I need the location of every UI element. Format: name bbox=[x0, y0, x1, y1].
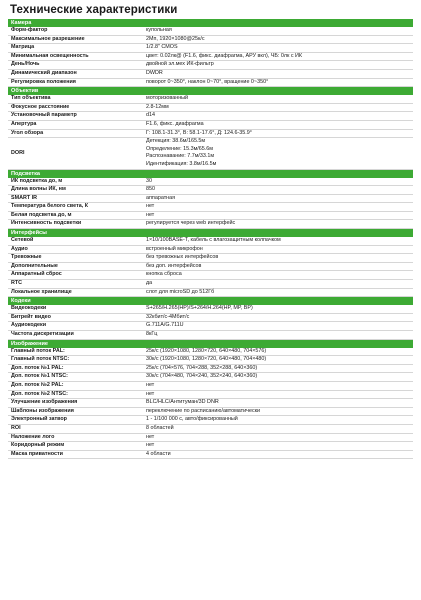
spec-row bbox=[8, 36, 413, 45]
spec-row bbox=[8, 254, 413, 263]
spec-value: поворот 0~350°, наклон 0~70°, вращение 0~350° bbox=[146, 78, 269, 85]
spec-row bbox=[8, 61, 413, 70]
spec-row bbox=[8, 280, 413, 289]
spec-label: Доп. поток №2 NTSC: bbox=[11, 390, 68, 397]
spec-label: Улучшение изображения bbox=[11, 399, 78, 406]
spec-value: 8кГц bbox=[146, 331, 158, 337]
spec-value: нет bbox=[146, 442, 155, 449]
spec-label: Интенсивность подсветки bbox=[11, 220, 82, 227]
spec-label: Регулировка положения bbox=[11, 78, 76, 85]
spec-row bbox=[8, 112, 413, 121]
spec-label: Доп. поток №2 PAL: bbox=[11, 381, 64, 388]
spec-label: Температура белого света, К bbox=[11, 203, 89, 210]
spec-row bbox=[8, 237, 413, 246]
spec-label: Тип объектива bbox=[11, 95, 51, 102]
spec-label: Белая подсветка до, м bbox=[11, 211, 72, 218]
spec-label: Доп. поток №1 NTSC: bbox=[11, 373, 68, 380]
spec-row bbox=[8, 138, 413, 169]
spec-row bbox=[8, 305, 413, 314]
spec-label: DORI bbox=[11, 149, 25, 156]
spec-label: Частота дискретизации bbox=[11, 331, 74, 337]
spec-value: DWDR bbox=[146, 69, 163, 76]
spec-label: Аппаратный сброс bbox=[11, 271, 62, 278]
spec-row bbox=[8, 382, 413, 391]
spec-value: 30 bbox=[146, 177, 152, 184]
spec-row bbox=[8, 331, 413, 340]
spec-label: Наложение лого bbox=[11, 433, 55, 440]
spec-value: регулируется через web интерфейс bbox=[146, 220, 236, 227]
spec-value: 4 области bbox=[146, 450, 171, 457]
spec-value: переключение по расписанию/автоматически bbox=[146, 407, 261, 414]
section-header: Интерфейсы bbox=[8, 229, 413, 237]
spec-value: цвет: 0.02лк@ (F1.6, фикс. диафрагма, АРУ вкл), ЧБ: 0лк с ИК bbox=[146, 52, 303, 59]
spec-value: слот для microSD до 512Гб bbox=[146, 288, 215, 295]
spec-label: Локальное хранилище bbox=[11, 288, 72, 295]
page-title: Технические характеристики bbox=[10, 4, 178, 16]
spec-value: моторизованный bbox=[146, 95, 189, 102]
spec-label: Маска приватности bbox=[11, 450, 63, 457]
spec-row bbox=[8, 356, 413, 365]
spec-label: День/Ночь bbox=[11, 61, 40, 68]
spec-value: G.711A/G.711U bbox=[146, 322, 184, 329]
spec-row bbox=[8, 365, 413, 374]
spec-row bbox=[8, 451, 413, 460]
spec-value: 2Мп, 1920×1080@25к/с bbox=[146, 35, 205, 42]
spec-value: нет bbox=[146, 211, 155, 218]
spec-label: Длина волны ИК, нм bbox=[11, 186, 66, 193]
spec-row bbox=[8, 44, 413, 53]
spec-label: Аудио bbox=[11, 245, 28, 252]
spec-value: Детекция: 38.6м/165.5м Определение: 15.3м/65.6м Распознавание: 7.7м/33.1м Идентификация: 3.8м/16.5м bbox=[146, 138, 217, 167]
spec-row bbox=[8, 391, 413, 400]
spec-label: Доп. поток №1 PAL: bbox=[11, 364, 64, 371]
spec-value: 25к/с (704×576, 704×288, 352×288, 640×360) bbox=[146, 364, 258, 371]
spec-table bbox=[8, 19, 413, 459]
spec-row bbox=[8, 442, 413, 451]
spec-row bbox=[8, 322, 413, 331]
spec-value: нет bbox=[146, 381, 155, 388]
spec-value: без тревожных интерфейсов bbox=[146, 254, 219, 261]
spec-value: без доп. интерфейсов bbox=[146, 262, 202, 269]
spec-row bbox=[8, 178, 413, 187]
spec-value: 30к/с (1920×1080, 1280×720, 640×480, 704×480) bbox=[146, 356, 267, 363]
spec-row bbox=[8, 121, 413, 130]
spec-row bbox=[8, 263, 413, 272]
spec-row bbox=[8, 195, 413, 204]
section-header: Кодеки bbox=[8, 297, 413, 305]
spec-label: SMART IR bbox=[11, 194, 38, 201]
spec-row bbox=[8, 271, 413, 280]
spec-row bbox=[8, 314, 413, 323]
section-header: Подсветка bbox=[8, 170, 413, 178]
spec-label: Видеокодеки bbox=[11, 305, 47, 312]
spec-row bbox=[8, 95, 413, 104]
section-header: Объектив bbox=[8, 87, 413, 95]
spec-label: Коридорный режим bbox=[11, 442, 65, 449]
spec-row bbox=[8, 27, 413, 36]
spec-value: S+265/H.265(HP)/S+264/H.264(HP, MP, BP) bbox=[146, 305, 253, 312]
spec-label: Аудиокодеки bbox=[11, 322, 47, 329]
spec-value: двойной эл.мех ИК-фильтр bbox=[146, 61, 214, 68]
spec-value: встроенный микрофон bbox=[146, 245, 203, 252]
spec-row bbox=[8, 203, 413, 212]
spec-label: Дополнительные bbox=[11, 262, 58, 269]
spec-label: Матрица bbox=[11, 44, 35, 51]
spec-value: 8 областей bbox=[146, 424, 174, 431]
spec-label: Динамический диапазон bbox=[11, 69, 77, 76]
spec-label: Фокусное расстояние bbox=[11, 103, 70, 110]
spec-value: 32кбит/с-4Мбит/с bbox=[146, 313, 190, 320]
spec-value: кнопка сброса bbox=[146, 271, 182, 278]
spec-label: Угол обзора bbox=[11, 129, 44, 136]
spec-value: 30к/с (704×480, 704×240, 352×240, 640×360) bbox=[146, 373, 258, 380]
spec-label: Тревожные bbox=[11, 254, 42, 261]
spec-label: Сетевой bbox=[11, 237, 34, 244]
spec-label: Главный поток PAL: bbox=[11, 347, 65, 354]
spec-row bbox=[8, 425, 413, 434]
spec-value: BLC/HLC/Антитуман/3D DNR bbox=[146, 399, 219, 406]
spec-row bbox=[8, 70, 413, 79]
spec-label: Минимальная освещенность bbox=[11, 52, 89, 59]
spec-value: да bbox=[146, 280, 153, 287]
spec-label: Максимальное разрешение bbox=[11, 35, 85, 42]
section-header: Камера bbox=[8, 19, 413, 27]
spec-row bbox=[8, 186, 413, 195]
spec-row bbox=[8, 373, 413, 382]
spec-label: Шаблоны изображения bbox=[11, 407, 74, 414]
spec-value: нет bbox=[146, 433, 155, 440]
spec-row bbox=[8, 79, 413, 88]
spec-value: купольная bbox=[146, 27, 172, 33]
spec-value: аппаратная bbox=[146, 194, 176, 201]
spec-label: Форм-фактор bbox=[11, 27, 48, 33]
spec-value: 1×10/100BASE-T, кабель с влагозащитным колпачком bbox=[146, 237, 281, 244]
spec-value: 1 - 1/100 000 с, авто/фиксированный bbox=[146, 416, 238, 423]
spec-value: 25к/с (1920×1080, 1280×720, 640×480, 704×576) bbox=[146, 347, 267, 354]
spec-value: 850 bbox=[146, 186, 155, 193]
spec-value: 1/2.8" CMOS bbox=[146, 44, 178, 51]
spec-value: 2.8-12мм bbox=[146, 103, 169, 110]
spec-row bbox=[8, 348, 413, 357]
spec-value: нет bbox=[146, 203, 155, 210]
spec-value: нет bbox=[146, 390, 155, 397]
spec-value: Г: 108.1-31.3°, В: 58.1-17.6°, Д: 124.6-35.9° bbox=[146, 129, 252, 136]
spec-row bbox=[8, 130, 413, 139]
spec-label: ROI bbox=[11, 424, 21, 431]
spec-row bbox=[8, 399, 413, 408]
spec-row bbox=[8, 246, 413, 255]
spec-label: Установочный параметр bbox=[11, 112, 77, 119]
spec-value: F1.6, фикс. диафрагма bbox=[146, 120, 204, 127]
spec-label: ИК подсветка до, м bbox=[11, 177, 63, 184]
spec-label: Битрейт видео bbox=[11, 313, 51, 320]
spec-row bbox=[8, 434, 413, 443]
section-header: Изображение bbox=[8, 340, 413, 348]
spec-label: Апертура bbox=[11, 120, 37, 127]
spec-row bbox=[8, 416, 413, 425]
spec-label: Главный поток NTSC: bbox=[11, 356, 70, 363]
spec-row bbox=[8, 220, 413, 229]
spec-row bbox=[8, 289, 413, 298]
spec-value: d14 bbox=[146, 112, 155, 119]
spec-label: Электронный затвор bbox=[11, 416, 67, 423]
spec-label: RTC bbox=[11, 280, 23, 287]
